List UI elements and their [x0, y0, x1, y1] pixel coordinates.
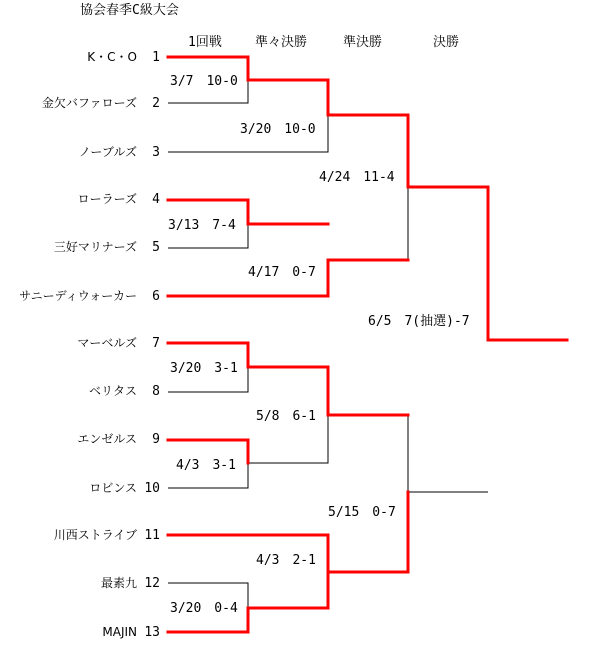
team-seed: 2: [152, 96, 160, 111]
match-result: 4/3 2-1: [256, 553, 316, 568]
round-header-1: 1回戦: [188, 35, 222, 50]
team-name: ノーブルズ: [78, 145, 137, 159]
team-seed: 5: [152, 240, 160, 255]
match-result: 3/13 7-4: [168, 218, 236, 233]
team-name: 川西ストライブ: [53, 528, 137, 542]
team-name: サニーディウォーカー: [19, 289, 137, 303]
match-result: 4/3 3-1: [176, 458, 236, 473]
team-seeds: [144, 50, 160, 640]
team-name: 最素九: [100, 576, 137, 590]
team-seed: 6: [152, 289, 160, 304]
team-seed: 13: [144, 625, 160, 640]
team-seed: 3: [152, 145, 160, 160]
team-name: ロビンス: [89, 481, 137, 495]
team-name: MAJIN: [102, 625, 137, 639]
team-seed: 8: [152, 384, 160, 399]
team-name: ローラーズ: [77, 192, 137, 206]
match-result: 6/5 7(抽選)-7: [368, 314, 470, 329]
team-name: ベリタス: [88, 384, 137, 398]
bracket-line: [408, 415, 488, 492]
team-seed: 12: [144, 576, 160, 591]
team-name: 金欠バファローズ: [41, 96, 137, 110]
match-result: 4/24 11-4: [319, 170, 395, 185]
round-header-final: 決勝: [433, 35, 460, 50]
team-seed: 1: [152, 50, 160, 65]
winner-line: [168, 343, 408, 415]
match-result: 3/20 10-0: [240, 122, 316, 137]
team-name: マーベルズ: [77, 336, 137, 350]
round-header-quarterfinal: 準々決勝: [255, 35, 308, 50]
match-result: 4/17 0-7: [248, 265, 316, 280]
team-name: エンゼルス: [77, 432, 137, 446]
tournament-title: 協会春季C級大会: [80, 3, 179, 18]
match-result: 3/20 3-1: [170, 361, 238, 376]
team-seed: 4: [152, 192, 160, 207]
team-seed: 7: [152, 336, 160, 351]
round-header-semifinal: 準決勝: [343, 35, 383, 50]
match-result: 3/20 0-4: [170, 601, 238, 616]
team-name: 三好マリナーズ: [53, 240, 137, 254]
team-names: [19, 50, 137, 639]
team-seed: 9: [152, 432, 160, 447]
match-result: 3/7 10-0: [170, 74, 238, 89]
winner-lines: [168, 57, 567, 632]
match-result: 5/8 6-1: [256, 409, 316, 424]
match-result: 5/15 0-7: [328, 505, 396, 520]
team-name: K・C・O: [87, 50, 137, 64]
team-seed: 10: [144, 481, 160, 496]
team-seed: 11: [144, 528, 160, 543]
